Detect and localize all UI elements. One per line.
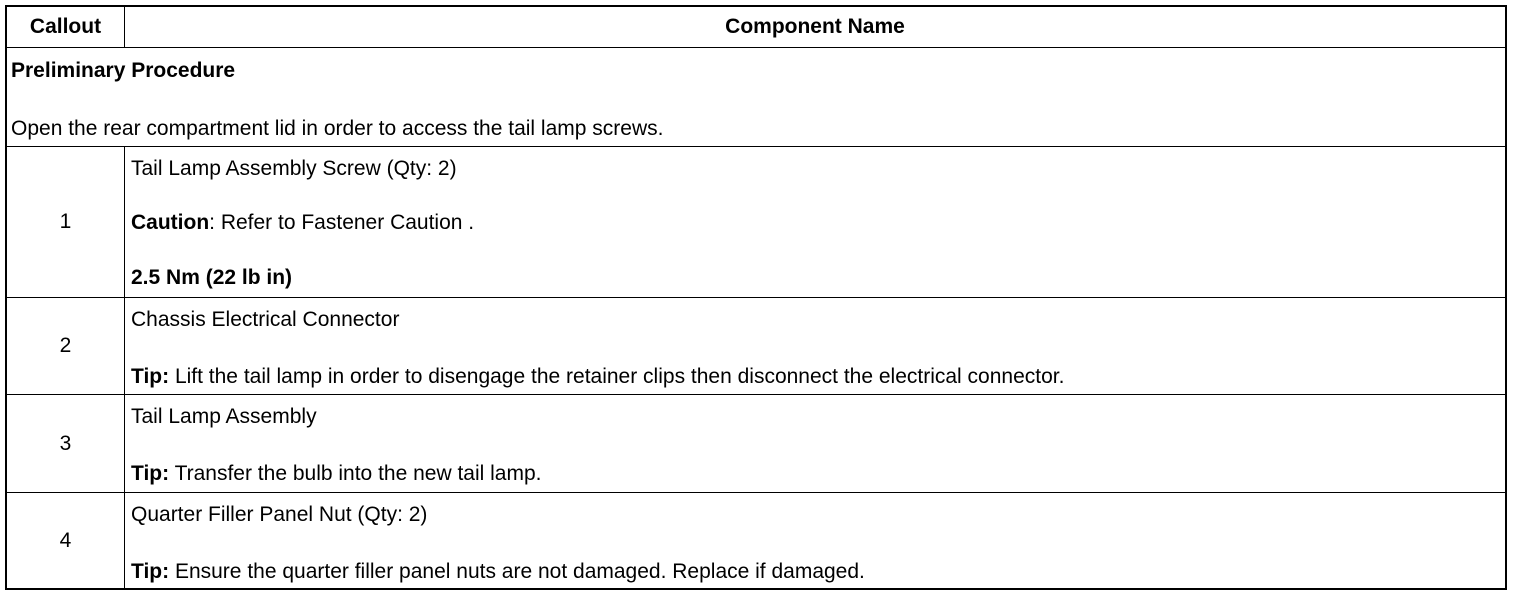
tip-note: [131, 365, 1064, 389]
component-cell: [125, 395, 1505, 492]
procedure-table: [5, 5, 1507, 590]
component-name-header: Component Name: [725, 15, 905, 38]
callout-number: 2: [7, 298, 125, 394]
preliminary-procedure-row: [7, 48, 1505, 147]
tip-text: Transfer the bulb into the new tail lamp.: [169, 462, 542, 485]
callout-number: 3: [7, 395, 125, 492]
torque-spec: 2.5 Nm (22 lb in): [131, 266, 293, 289]
component-cell: [125, 298, 1505, 394]
component-name: Tail Lamp Assembly: [131, 405, 317, 428]
component-name: Chassis Electrical Connector: [131, 308, 400, 331]
component-cell: [125, 493, 1505, 588]
tip-note: [131, 462, 541, 486]
table-row: [7, 298, 1505, 395]
table-row: [7, 493, 1505, 588]
tip-label: Tip:: [131, 365, 170, 388]
tip-text: Ensure the quarter filler panel nuts are not damaged. Replace if damaged.: [169, 560, 865, 583]
preliminary-text: Open the rear compartment lid in order to access the tail lamp screws.: [11, 117, 664, 140]
tip-note: [131, 560, 865, 584]
preliminary-title: Preliminary Procedure: [11, 59, 236, 82]
table-header-row: [7, 7, 1505, 48]
caution-label: Caution: [131, 211, 210, 234]
component-name: Quarter Filler Panel Nut (Qty: 2): [131, 503, 428, 526]
table-row: [7, 147, 1505, 298]
caution-text: : Refer to Fastener Caution .: [209, 211, 475, 234]
callout-number: 1: [7, 147, 125, 297]
callout-header: Callout: [7, 7, 125, 47]
tip-label: Tip:: [131, 462, 170, 485]
callout-number: 4: [7, 493, 125, 588]
table-row: [7, 395, 1505, 493]
tip-label: Tip:: [131, 560, 170, 583]
component-cell: [125, 147, 1505, 297]
component-name: Tail Lamp Assembly Screw (Qty: 2): [131, 157, 457, 180]
tip-text: Lift the tail lamp in order to disengage the retainer clips then disconnect the electrical connector.: [169, 365, 1065, 388]
caution-note: [131, 211, 474, 235]
